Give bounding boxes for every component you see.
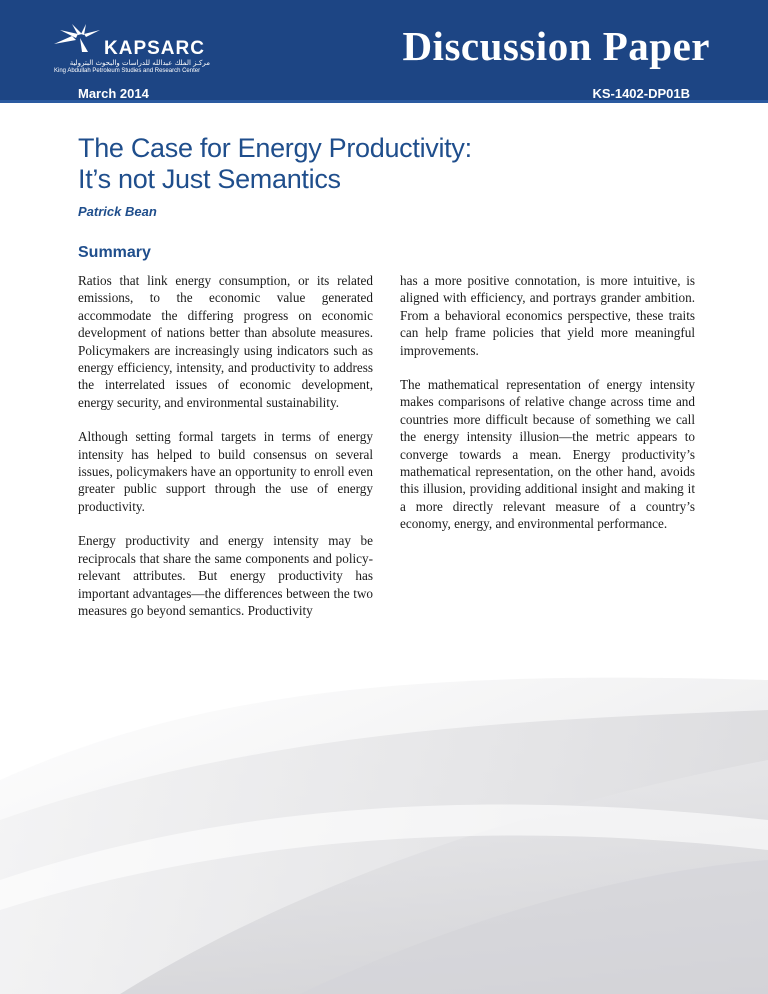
summary-paragraph-2: Although setting formal targets in terms of energy intensity has helped to build consensus on several issues, policymakers have an opportunity to enroll even greater public support through the use of energy productivity. (78, 429, 373, 514)
kapsarc-logo (52, 22, 222, 78)
decorative-swoosh (0, 650, 768, 994)
summary-paragraph-4: has a more positive connotation, is more intuitive, is aligned with efficiency, and portrays grander ambition. From a behavioral economics perspective, these traits can help frame policies that yield more meaningful improvements. (400, 273, 695, 358)
summary-paragraph-3: Energy productivity and energy intensity may be reciprocals that share the same components and policy-relevant attributes. But energy productivity has important advantages—the differences between the two measures go beyond semantics. Productivity (78, 533, 373, 618)
document-type: Discussion Paper (402, 23, 710, 69)
header-band (0, 0, 768, 103)
publication-date: March 2014 (78, 86, 149, 101)
header-subbar (0, 85, 768, 103)
paper-title-line2: It’s not Just Semantics (78, 164, 341, 194)
paper-title (78, 133, 698, 195)
summary-heading: Summary (78, 244, 151, 261)
summary-column-right (400, 272, 695, 550)
org-name-arabic: مركـز الملك عبدالله للدراسات والبحوث البترولية (69, 59, 210, 67)
paper-title-line1: The Case for Energy Productivity: (78, 133, 472, 163)
author-name: Patrick Bean (78, 204, 157, 219)
document-code: KS-1402-DP01B (592, 86, 690, 101)
org-name: KAPSARC (104, 38, 205, 59)
summary-paragraph-1: Ratios that link energy consumption, or its related emissions, to the economic value generated accommodate the differing progress on economic development of nations better than absolute measures. Policymakers are increasingly using indicators such as energy efficiency, intensity, and productivity to address the interrelated issues of economic development, energy security, and environmental sustainability. (78, 273, 373, 410)
org-name-english: King Abdullah Petroleum Studies and Research Center (54, 68, 201, 74)
summary-paragraph-5: The mathematical representation of energy intensity makes comparisons of relative change across time and countries more difficult because of something we call the energy intensity illusion—the metric appears to converge towards a mean. Energy productivity’s mathematical representation, on the other hand, avoids this illusion, providing additional insight and making it a more directly relevant measure of a country’s economy, energy, and environmental performance. (400, 377, 695, 532)
summary-column-left (78, 272, 373, 636)
kapsarc-logo-icon (52, 22, 110, 58)
